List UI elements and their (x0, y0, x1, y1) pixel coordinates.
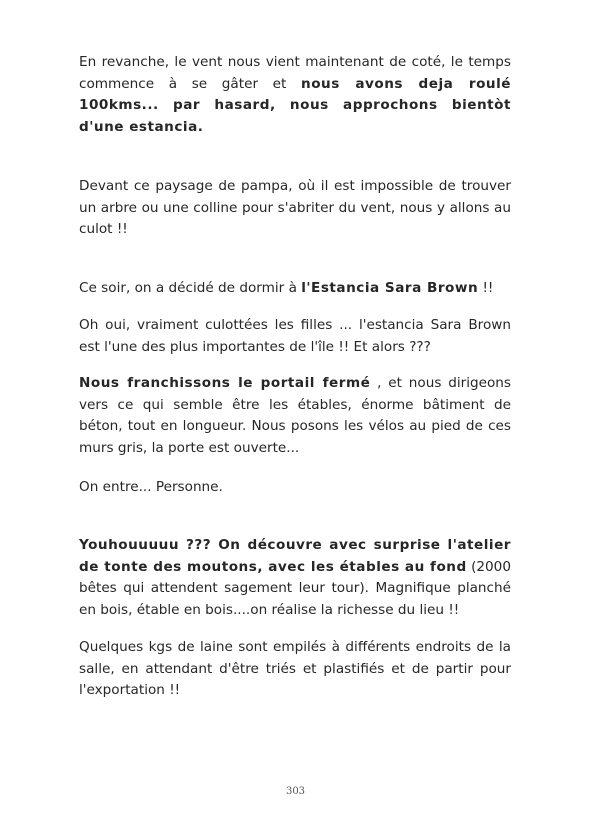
text-run: En revanche, le vent nous vient maintenant de coté, le temps commence à se gâter et (79, 54, 511, 92)
text-run-bold: Youhouuuuu ??? On découvre avec surprise l'atelier de tonte des moutons, avec les étables au fond (79, 537, 511, 575)
text-run: On entre... Personne. (79, 479, 223, 495)
text-run: , et nous dirigeons vers ce qui semble être les étables, énorme bâtiment de béton, tout en longueur. Nous posons les vélos au pied de ces murs gris, la porte est ouverte... (79, 375, 511, 456)
text-run: Quelques kgs de laine sont empilés à différents endroits de la salle, en attendant d'être triés et plastifiés et de partir pour l'exportation !! (79, 639, 511, 698)
page-number: 303 (285, 786, 306, 797)
paragraph-portail (79, 373, 511, 459)
paragraph-pampa (79, 176, 511, 241)
paragraph-on-entre (79, 477, 511, 499)
text-run-bold: l'Estancia Sara Brown (301, 280, 479, 296)
paragraph-laine (79, 637, 511, 702)
text-run-bold: nous avons deja roulé 100kms... par hasard, nous approchons bientòt d'une estancia. (79, 75, 511, 135)
text-run: Devant ce paysage de pampa, où il est impossible de trouver un arbre ou une colline pour s'abriter du vent, nous y allons au culot !! (79, 178, 511, 237)
paragraph-vent (79, 52, 511, 138)
paragraph-ce-soir (79, 278, 511, 300)
text-run: Ce soir, on a décidé de dormir à (79, 280, 302, 296)
paragraph-youhou (79, 535, 511, 621)
text-run-bold: Nous franchissons le portail fermé (79, 375, 371, 391)
paragraph-oh-oui (79, 315, 511, 358)
text-run: !! (478, 280, 494, 296)
text-run: (2000 bêtes qui attendent sagement leur tour). Magnifique planché en bois, étable en bois....on réalise la richesse du lieu !! (79, 558, 511, 618)
text-run: Oh oui, vraiment culottées les filles ... l'estancia Sara Brown est l'une des plus importantes de l'île !! Et alors ??? (79, 317, 511, 355)
